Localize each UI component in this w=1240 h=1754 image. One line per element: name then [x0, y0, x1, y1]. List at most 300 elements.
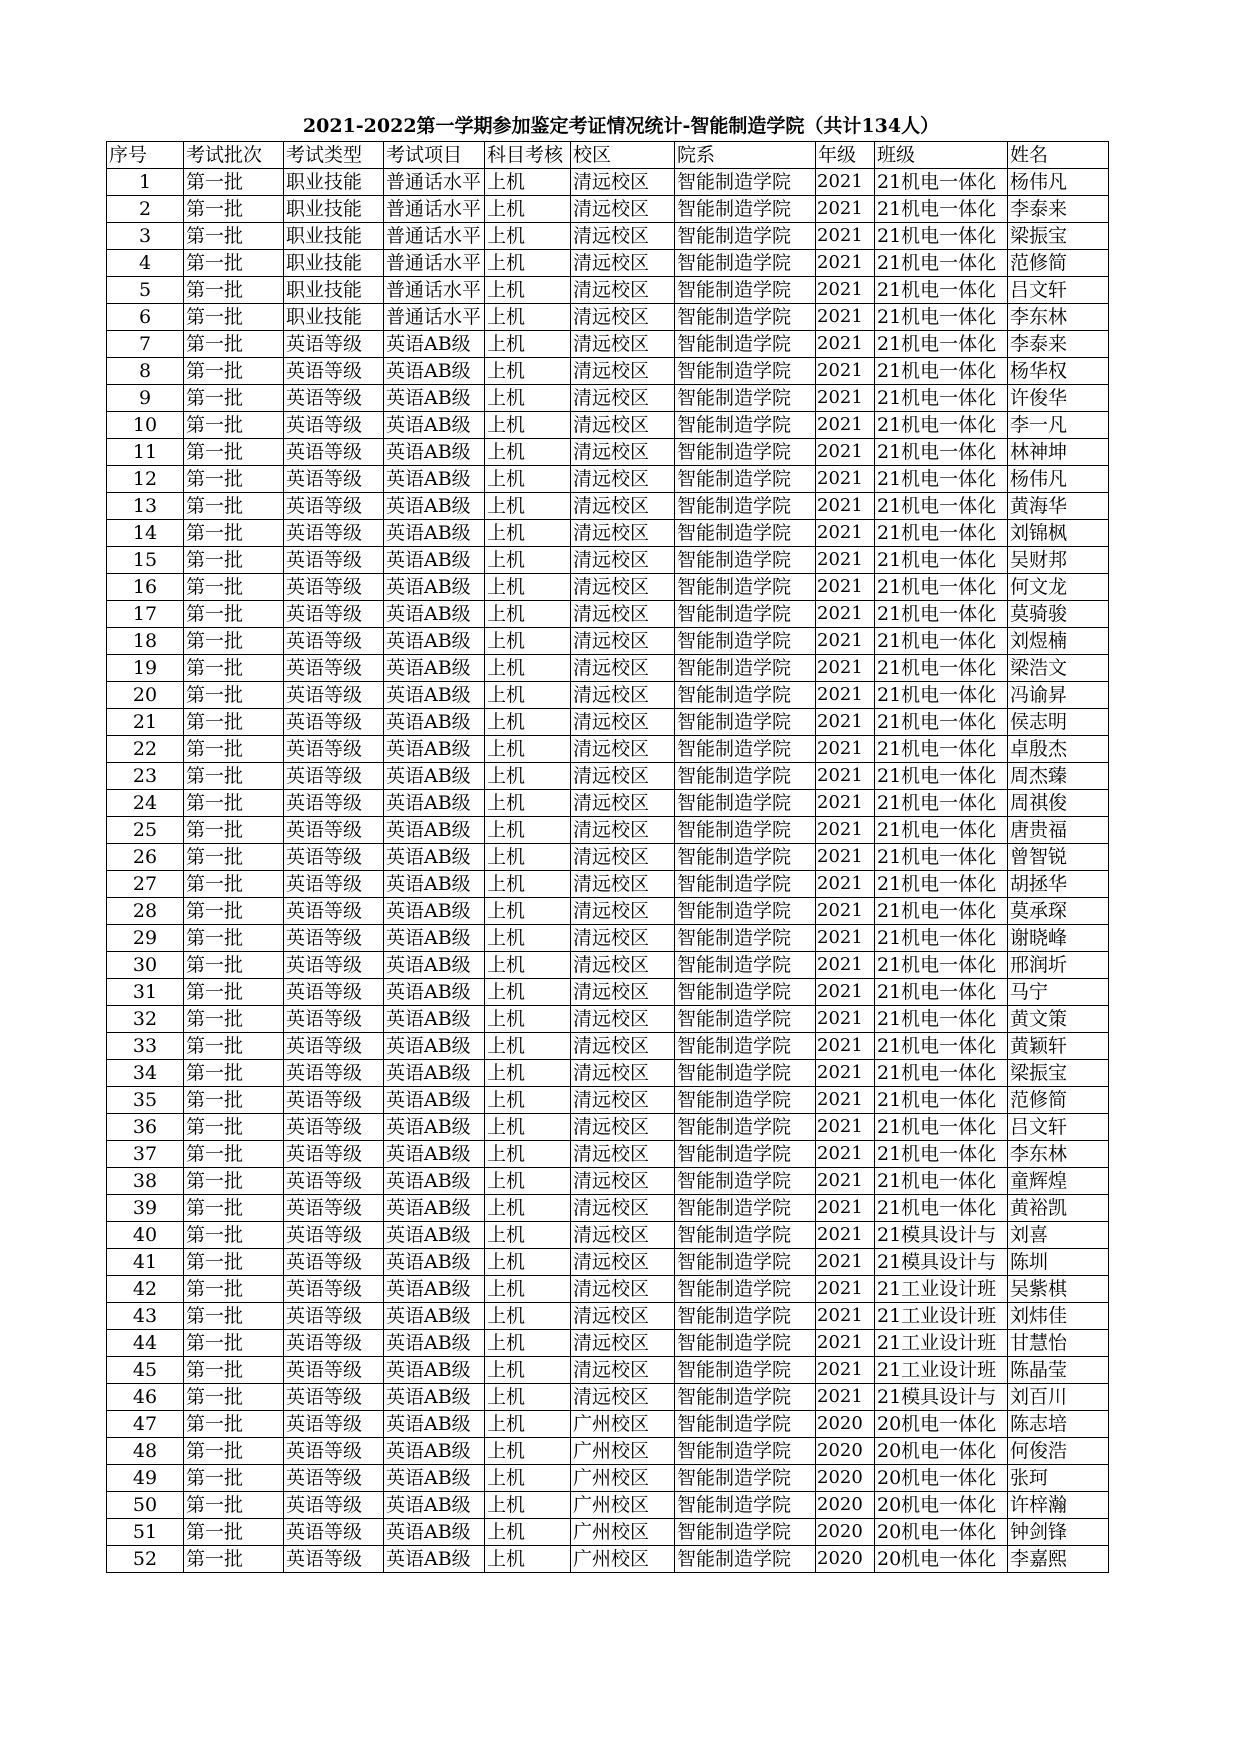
cell-type: 英语等级 [284, 1114, 384, 1141]
cell-name: 杨华权 [1008, 358, 1109, 385]
cell-subject: 上机 [485, 385, 571, 412]
cell-project: 英语AB级 [384, 1357, 485, 1384]
cell-grade: 2021 [816, 493, 875, 520]
cell-subject: 上机 [485, 1168, 571, 1195]
cell-project: 普通话水平 [384, 196, 485, 223]
cell-grade: 2021 [816, 682, 875, 709]
cell-department: 智能制造学院 [675, 1249, 816, 1276]
cell-batch: 第一批 [184, 628, 284, 655]
cell-class: 21机电一体化 [875, 412, 1008, 439]
cell-type: 英语等级 [284, 547, 384, 574]
cell-project: 英语AB级 [384, 790, 485, 817]
cell-department: 智能制造学院 [675, 655, 816, 682]
cell-name: 黄裕凯 [1008, 1195, 1109, 1222]
cell-subject: 上机 [485, 925, 571, 952]
cell-batch: 第一批 [184, 304, 284, 331]
cell-grade: 2021 [816, 1168, 875, 1195]
cell-grade: 2021 [816, 250, 875, 277]
cell-batch: 第一批 [184, 1222, 284, 1249]
cell-index: 8 [107, 358, 184, 385]
cell-type: 英语等级 [284, 952, 384, 979]
cell-index: 37 [107, 1141, 184, 1168]
cell-campus: 广州校区 [571, 1519, 675, 1546]
table-row [107, 1438, 1109, 1465]
cell-type: 职业技能 [284, 196, 384, 223]
cell-type: 英语等级 [284, 709, 384, 736]
cell-type: 英语等级 [284, 1195, 384, 1222]
cell-batch: 第一批 [184, 277, 284, 304]
cell-campus: 清远校区 [571, 736, 675, 763]
cell-campus: 清远校区 [571, 1087, 675, 1114]
cell-name: 马宁 [1008, 979, 1109, 1006]
cell-name: 林神坤 [1008, 439, 1109, 466]
cell-index: 44 [107, 1330, 184, 1357]
cell-project: 英语AB级 [384, 1114, 485, 1141]
cell-project: 英语AB级 [384, 601, 485, 628]
table-row [107, 385, 1109, 412]
cell-index: 26 [107, 844, 184, 871]
cell-grade: 2021 [816, 385, 875, 412]
table-row [107, 439, 1109, 466]
table-row [107, 655, 1109, 682]
cell-campus: 清远校区 [571, 1357, 675, 1384]
cell-grade: 2021 [816, 439, 875, 466]
cell-department: 智能制造学院 [675, 466, 816, 493]
cell-project: 英语AB级 [384, 1492, 485, 1519]
cell-index: 23 [107, 763, 184, 790]
cell-project: 英语AB级 [384, 628, 485, 655]
cell-department: 智能制造学院 [675, 250, 816, 277]
cell-class: 21机电一体化 [875, 331, 1008, 358]
cell-class: 21机电一体化 [875, 628, 1008, 655]
cell-class: 21机电一体化 [875, 736, 1008, 763]
cell-subject: 上机 [485, 1357, 571, 1384]
cell-index: 33 [107, 1033, 184, 1060]
cell-subject: 上机 [485, 871, 571, 898]
cell-project: 英语AB级 [384, 979, 485, 1006]
cell-department: 智能制造学院 [675, 385, 816, 412]
cell-index: 22 [107, 736, 184, 763]
cell-campus: 清远校区 [571, 979, 675, 1006]
cell-batch: 第一批 [184, 1465, 284, 1492]
cell-subject: 上机 [485, 1222, 571, 1249]
table-row [107, 1276, 1109, 1303]
cell-grade: 2020 [816, 1519, 875, 1546]
cell-batch: 第一批 [184, 1357, 284, 1384]
cell-project: 英语AB级 [384, 520, 485, 547]
cell-grade: 2021 [816, 871, 875, 898]
cell-class: 21机电一体化 [875, 844, 1008, 871]
cell-department: 智能制造学院 [675, 412, 816, 439]
col-header-class: 班级 [875, 142, 1008, 169]
cell-batch: 第一批 [184, 1006, 284, 1033]
cell-grade: 2021 [816, 1195, 875, 1222]
cell-department: 智能制造学院 [675, 1276, 816, 1303]
cell-subject: 上机 [485, 628, 571, 655]
cell-campus: 清远校区 [571, 223, 675, 250]
cell-department: 智能制造学院 [675, 1330, 816, 1357]
cell-subject: 上机 [485, 250, 571, 277]
cell-batch: 第一批 [184, 682, 284, 709]
cell-index: 36 [107, 1114, 184, 1141]
cell-subject: 上机 [485, 466, 571, 493]
cell-campus: 清远校区 [571, 925, 675, 952]
cell-index: 52 [107, 1546, 184, 1573]
table-row [107, 304, 1109, 331]
cell-project: 英语AB级 [384, 1087, 485, 1114]
cell-type: 英语等级 [284, 601, 384, 628]
table-row [107, 1411, 1109, 1438]
cell-department: 智能制造学院 [675, 1438, 816, 1465]
cell-project: 普通话水平 [384, 250, 485, 277]
cell-class: 21机电一体化 [875, 466, 1008, 493]
cell-type: 英语等级 [284, 1006, 384, 1033]
cell-grade: 2021 [816, 1384, 875, 1411]
cell-class: 21机电一体化 [875, 277, 1008, 304]
cell-grade: 2021 [816, 1114, 875, 1141]
cell-grade: 2021 [816, 925, 875, 952]
cell-index: 34 [107, 1060, 184, 1087]
cell-type: 英语等级 [284, 1168, 384, 1195]
cell-index: 10 [107, 412, 184, 439]
cell-project: 英语AB级 [384, 925, 485, 952]
cell-campus: 清远校区 [571, 709, 675, 736]
cell-subject: 上机 [485, 790, 571, 817]
cell-campus: 清远校区 [571, 1222, 675, 1249]
cell-batch: 第一批 [184, 1276, 284, 1303]
cell-campus: 清远校区 [571, 871, 675, 898]
cell-grade: 2021 [816, 1303, 875, 1330]
table-row [107, 763, 1109, 790]
cell-department: 智能制造学院 [675, 1384, 816, 1411]
cell-name: 曾智锐 [1008, 844, 1109, 871]
cell-class: 21模具设计与 [875, 1222, 1008, 1249]
cell-subject: 上机 [485, 277, 571, 304]
cell-class: 21机电一体化 [875, 196, 1008, 223]
cell-grade: 2021 [816, 547, 875, 574]
cell-class: 21机电一体化 [875, 898, 1008, 925]
cell-type: 英语等级 [284, 736, 384, 763]
cell-grade: 2021 [816, 412, 875, 439]
cell-batch: 第一批 [184, 898, 284, 925]
cell-class: 21机电一体化 [875, 763, 1008, 790]
cell-project: 英语AB级 [384, 547, 485, 574]
table-row [107, 925, 1109, 952]
cell-grade: 2021 [816, 1249, 875, 1276]
cell-class: 21机电一体化 [875, 817, 1008, 844]
cell-class: 21机电一体化 [875, 1168, 1008, 1195]
table-row [107, 277, 1109, 304]
cell-campus: 清远校区 [571, 385, 675, 412]
cell-subject: 上机 [485, 1276, 571, 1303]
cell-name: 侯志明 [1008, 709, 1109, 736]
cell-name: 许俊华 [1008, 385, 1109, 412]
cell-campus: 广州校区 [571, 1465, 675, 1492]
cell-batch: 第一批 [184, 1411, 284, 1438]
cell-type: 英语等级 [284, 412, 384, 439]
cell-type: 英语等级 [284, 1330, 384, 1357]
table-row [107, 898, 1109, 925]
cell-index: 16 [107, 574, 184, 601]
cell-project: 英语AB级 [384, 385, 485, 412]
cell-grade: 2021 [816, 763, 875, 790]
cell-type: 英语等级 [284, 1519, 384, 1546]
cell-department: 智能制造学院 [675, 979, 816, 1006]
cell-index: 12 [107, 466, 184, 493]
cell-batch: 第一批 [184, 196, 284, 223]
cell-type: 职业技能 [284, 223, 384, 250]
cell-subject: 上机 [485, 1330, 571, 1357]
cell-department: 智能制造学院 [675, 682, 816, 709]
cell-subject: 上机 [485, 439, 571, 466]
cell-campus: 清远校区 [571, 1114, 675, 1141]
cell-project: 英语AB级 [384, 817, 485, 844]
cell-type: 英语等级 [284, 1222, 384, 1249]
cell-index: 15 [107, 547, 184, 574]
cell-index: 28 [107, 898, 184, 925]
cell-name: 卓殷杰 [1008, 736, 1109, 763]
cell-campus: 清远校区 [571, 358, 675, 385]
cell-batch: 第一批 [184, 1330, 284, 1357]
cell-grade: 2021 [816, 304, 875, 331]
cell-batch: 第一批 [184, 1519, 284, 1546]
cell-index: 1 [107, 169, 184, 196]
cell-name: 李泰来 [1008, 196, 1109, 223]
cell-project: 英语AB级 [384, 1438, 485, 1465]
cell-index: 20 [107, 682, 184, 709]
cell-campus: 清远校区 [571, 439, 675, 466]
cell-index: 24 [107, 790, 184, 817]
cell-subject: 上机 [485, 1519, 571, 1546]
cell-batch: 第一批 [184, 412, 284, 439]
cell-grade: 2021 [816, 358, 875, 385]
cell-type: 英语等级 [284, 520, 384, 547]
cell-project: 英语AB级 [384, 1033, 485, 1060]
cell-class: 21机电一体化 [875, 952, 1008, 979]
cell-index: 7 [107, 331, 184, 358]
cell-index: 31 [107, 979, 184, 1006]
cell-index: 51 [107, 1519, 184, 1546]
cell-type: 英语等级 [284, 790, 384, 817]
cell-project: 英语AB级 [384, 871, 485, 898]
cell-department: 智能制造学院 [675, 1033, 816, 1060]
cell-type: 职业技能 [284, 304, 384, 331]
cell-department: 智能制造学院 [675, 1222, 816, 1249]
cell-campus: 清远校区 [571, 1330, 675, 1357]
cell-name: 范修简 [1008, 250, 1109, 277]
cell-type: 英语等级 [284, 925, 384, 952]
cell-campus: 广州校区 [571, 1492, 675, 1519]
cell-batch: 第一批 [184, 1141, 284, 1168]
cell-batch: 第一批 [184, 493, 284, 520]
cell-project: 英语AB级 [384, 1168, 485, 1195]
page-title: 2021-2022第一学期参加鉴定考证情况统计-智能制造学院（共计134人） [302, 115, 940, 137]
cell-class: 21机电一体化 [875, 385, 1008, 412]
cell-subject: 上机 [485, 736, 571, 763]
cell-name: 陈志培 [1008, 1411, 1109, 1438]
cell-project: 英语AB级 [384, 736, 485, 763]
cell-subject: 上机 [485, 682, 571, 709]
table-row [107, 466, 1109, 493]
cell-name: 甘慧怡 [1008, 1330, 1109, 1357]
cell-index: 35 [107, 1087, 184, 1114]
cell-project: 英语AB级 [384, 466, 485, 493]
cell-grade: 2021 [816, 952, 875, 979]
cell-batch: 第一批 [184, 1060, 284, 1087]
cell-department: 智能制造学院 [675, 493, 816, 520]
col-header-batch: 考试批次 [184, 142, 284, 169]
cell-campus: 清远校区 [571, 250, 675, 277]
cell-batch: 第一批 [184, 844, 284, 871]
table-row [107, 1303, 1109, 1330]
cell-batch: 第一批 [184, 601, 284, 628]
col-header-project: 考试项目 [384, 142, 485, 169]
cell-project: 英语AB级 [384, 1249, 485, 1276]
cell-type: 英语等级 [284, 817, 384, 844]
cell-project: 普通话水平 [384, 304, 485, 331]
table-row [107, 844, 1109, 871]
table-row [107, 1006, 1109, 1033]
cell-project: 英语AB级 [384, 682, 485, 709]
cell-project: 英语AB级 [384, 898, 485, 925]
table-row [107, 196, 1109, 223]
cell-class: 21机电一体化 [875, 223, 1008, 250]
cell-campus: 清远校区 [571, 331, 675, 358]
cell-department: 智能制造学院 [675, 1465, 816, 1492]
cell-subject: 上机 [485, 1141, 571, 1168]
cell-department: 智能制造学院 [675, 898, 816, 925]
cell-batch: 第一批 [184, 655, 284, 682]
cell-type: 英语等级 [284, 1141, 384, 1168]
cell-department: 智能制造学院 [675, 1411, 816, 1438]
cell-subject: 上机 [485, 1249, 571, 1276]
cell-subject: 上机 [485, 169, 571, 196]
cell-index: 50 [107, 1492, 184, 1519]
cell-grade: 2021 [816, 790, 875, 817]
cell-subject: 上机 [485, 412, 571, 439]
cell-department: 智能制造学院 [675, 1492, 816, 1519]
cell-type: 英语等级 [284, 574, 384, 601]
cell-project: 英语AB级 [384, 493, 485, 520]
cell-campus: 广州校区 [571, 1411, 675, 1438]
cell-class: 21模具设计与 [875, 1249, 1008, 1276]
cell-campus: 清远校区 [571, 1060, 675, 1087]
cell-name: 刘锦枫 [1008, 520, 1109, 547]
cell-index: 38 [107, 1168, 184, 1195]
cell-project: 英语AB级 [384, 1303, 485, 1330]
cell-class: 21机电一体化 [875, 1195, 1008, 1222]
cell-batch: 第一批 [184, 466, 284, 493]
cell-subject: 上机 [485, 844, 571, 871]
table-row [107, 601, 1109, 628]
cell-class: 21机电一体化 [875, 358, 1008, 385]
cell-grade: 2020 [816, 1546, 875, 1573]
cell-index: 21 [107, 709, 184, 736]
cell-project: 英语AB级 [384, 952, 485, 979]
cell-department: 智能制造学院 [675, 1546, 816, 1573]
cell-batch: 第一批 [184, 439, 284, 466]
table-row [107, 250, 1109, 277]
cell-index: 19 [107, 655, 184, 682]
cell-name: 陈圳 [1008, 1249, 1109, 1276]
cell-campus: 清远校区 [571, 196, 675, 223]
cell-name: 李一凡 [1008, 412, 1109, 439]
cell-class: 21模具设计与 [875, 1384, 1008, 1411]
table-row [107, 628, 1109, 655]
cell-campus: 清远校区 [571, 466, 675, 493]
cell-department: 智能制造学院 [675, 574, 816, 601]
cell-index: 49 [107, 1465, 184, 1492]
cell-type: 英语等级 [284, 1087, 384, 1114]
cell-name: 周杰臻 [1008, 763, 1109, 790]
col-header-name: 姓名 [1008, 142, 1109, 169]
cell-class: 21机电一体化 [875, 520, 1008, 547]
cell-type: 英语等级 [284, 979, 384, 1006]
cell-subject: 上机 [485, 1465, 571, 1492]
cell-name: 吕文轩 [1008, 1114, 1109, 1141]
table-row [107, 979, 1109, 1006]
cell-index: 13 [107, 493, 184, 520]
cell-department: 智能制造学院 [675, 1168, 816, 1195]
table-row [107, 736, 1109, 763]
table-row [107, 1141, 1109, 1168]
cell-type: 英语等级 [284, 1384, 384, 1411]
cell-grade: 2021 [816, 574, 875, 601]
cell-index: 27 [107, 871, 184, 898]
cell-class: 20机电一体化 [875, 1411, 1008, 1438]
cell-subject: 上机 [485, 520, 571, 547]
cell-subject: 上机 [485, 196, 571, 223]
cell-batch: 第一批 [184, 1249, 284, 1276]
cell-department: 智能制造学院 [675, 925, 816, 952]
cell-department: 智能制造学院 [675, 736, 816, 763]
cell-type: 英语等级 [284, 331, 384, 358]
cell-name: 梁振宝 [1008, 223, 1109, 250]
cell-type: 英语等级 [284, 1303, 384, 1330]
cell-subject: 上机 [485, 601, 571, 628]
cell-grade: 2020 [816, 1411, 875, 1438]
cell-name: 陈晶莹 [1008, 1357, 1109, 1384]
cell-class: 20机电一体化 [875, 1465, 1008, 1492]
cell-department: 智能制造学院 [675, 547, 816, 574]
cell-name: 刘喜 [1008, 1222, 1109, 1249]
cell-name: 谢晓峰 [1008, 925, 1109, 952]
table-row [107, 1195, 1109, 1222]
cell-type: 英语等级 [284, 385, 384, 412]
cell-name: 邢润圻 [1008, 952, 1109, 979]
cell-class: 20机电一体化 [875, 1546, 1008, 1573]
cell-index: 14 [107, 520, 184, 547]
cell-class: 21机电一体化 [875, 1087, 1008, 1114]
cell-name: 黄文策 [1008, 1006, 1109, 1033]
cell-type: 职业技能 [284, 277, 384, 304]
cell-subject: 上机 [485, 304, 571, 331]
cell-type: 英语等级 [284, 1357, 384, 1384]
cell-department: 智能制造学院 [675, 763, 816, 790]
cell-subject: 上机 [485, 1411, 571, 1438]
cell-campus: 清远校区 [571, 844, 675, 871]
table-row [107, 952, 1109, 979]
cell-name: 李嘉熙 [1008, 1546, 1109, 1573]
cell-class: 21机电一体化 [875, 790, 1008, 817]
cell-class: 21机电一体化 [875, 547, 1008, 574]
cell-index: 17 [107, 601, 184, 628]
cell-project: 英语AB级 [384, 358, 485, 385]
cell-index: 45 [107, 1357, 184, 1384]
cell-subject: 上机 [485, 1438, 571, 1465]
table-row [107, 1519, 1109, 1546]
cell-grade: 2021 [816, 736, 875, 763]
